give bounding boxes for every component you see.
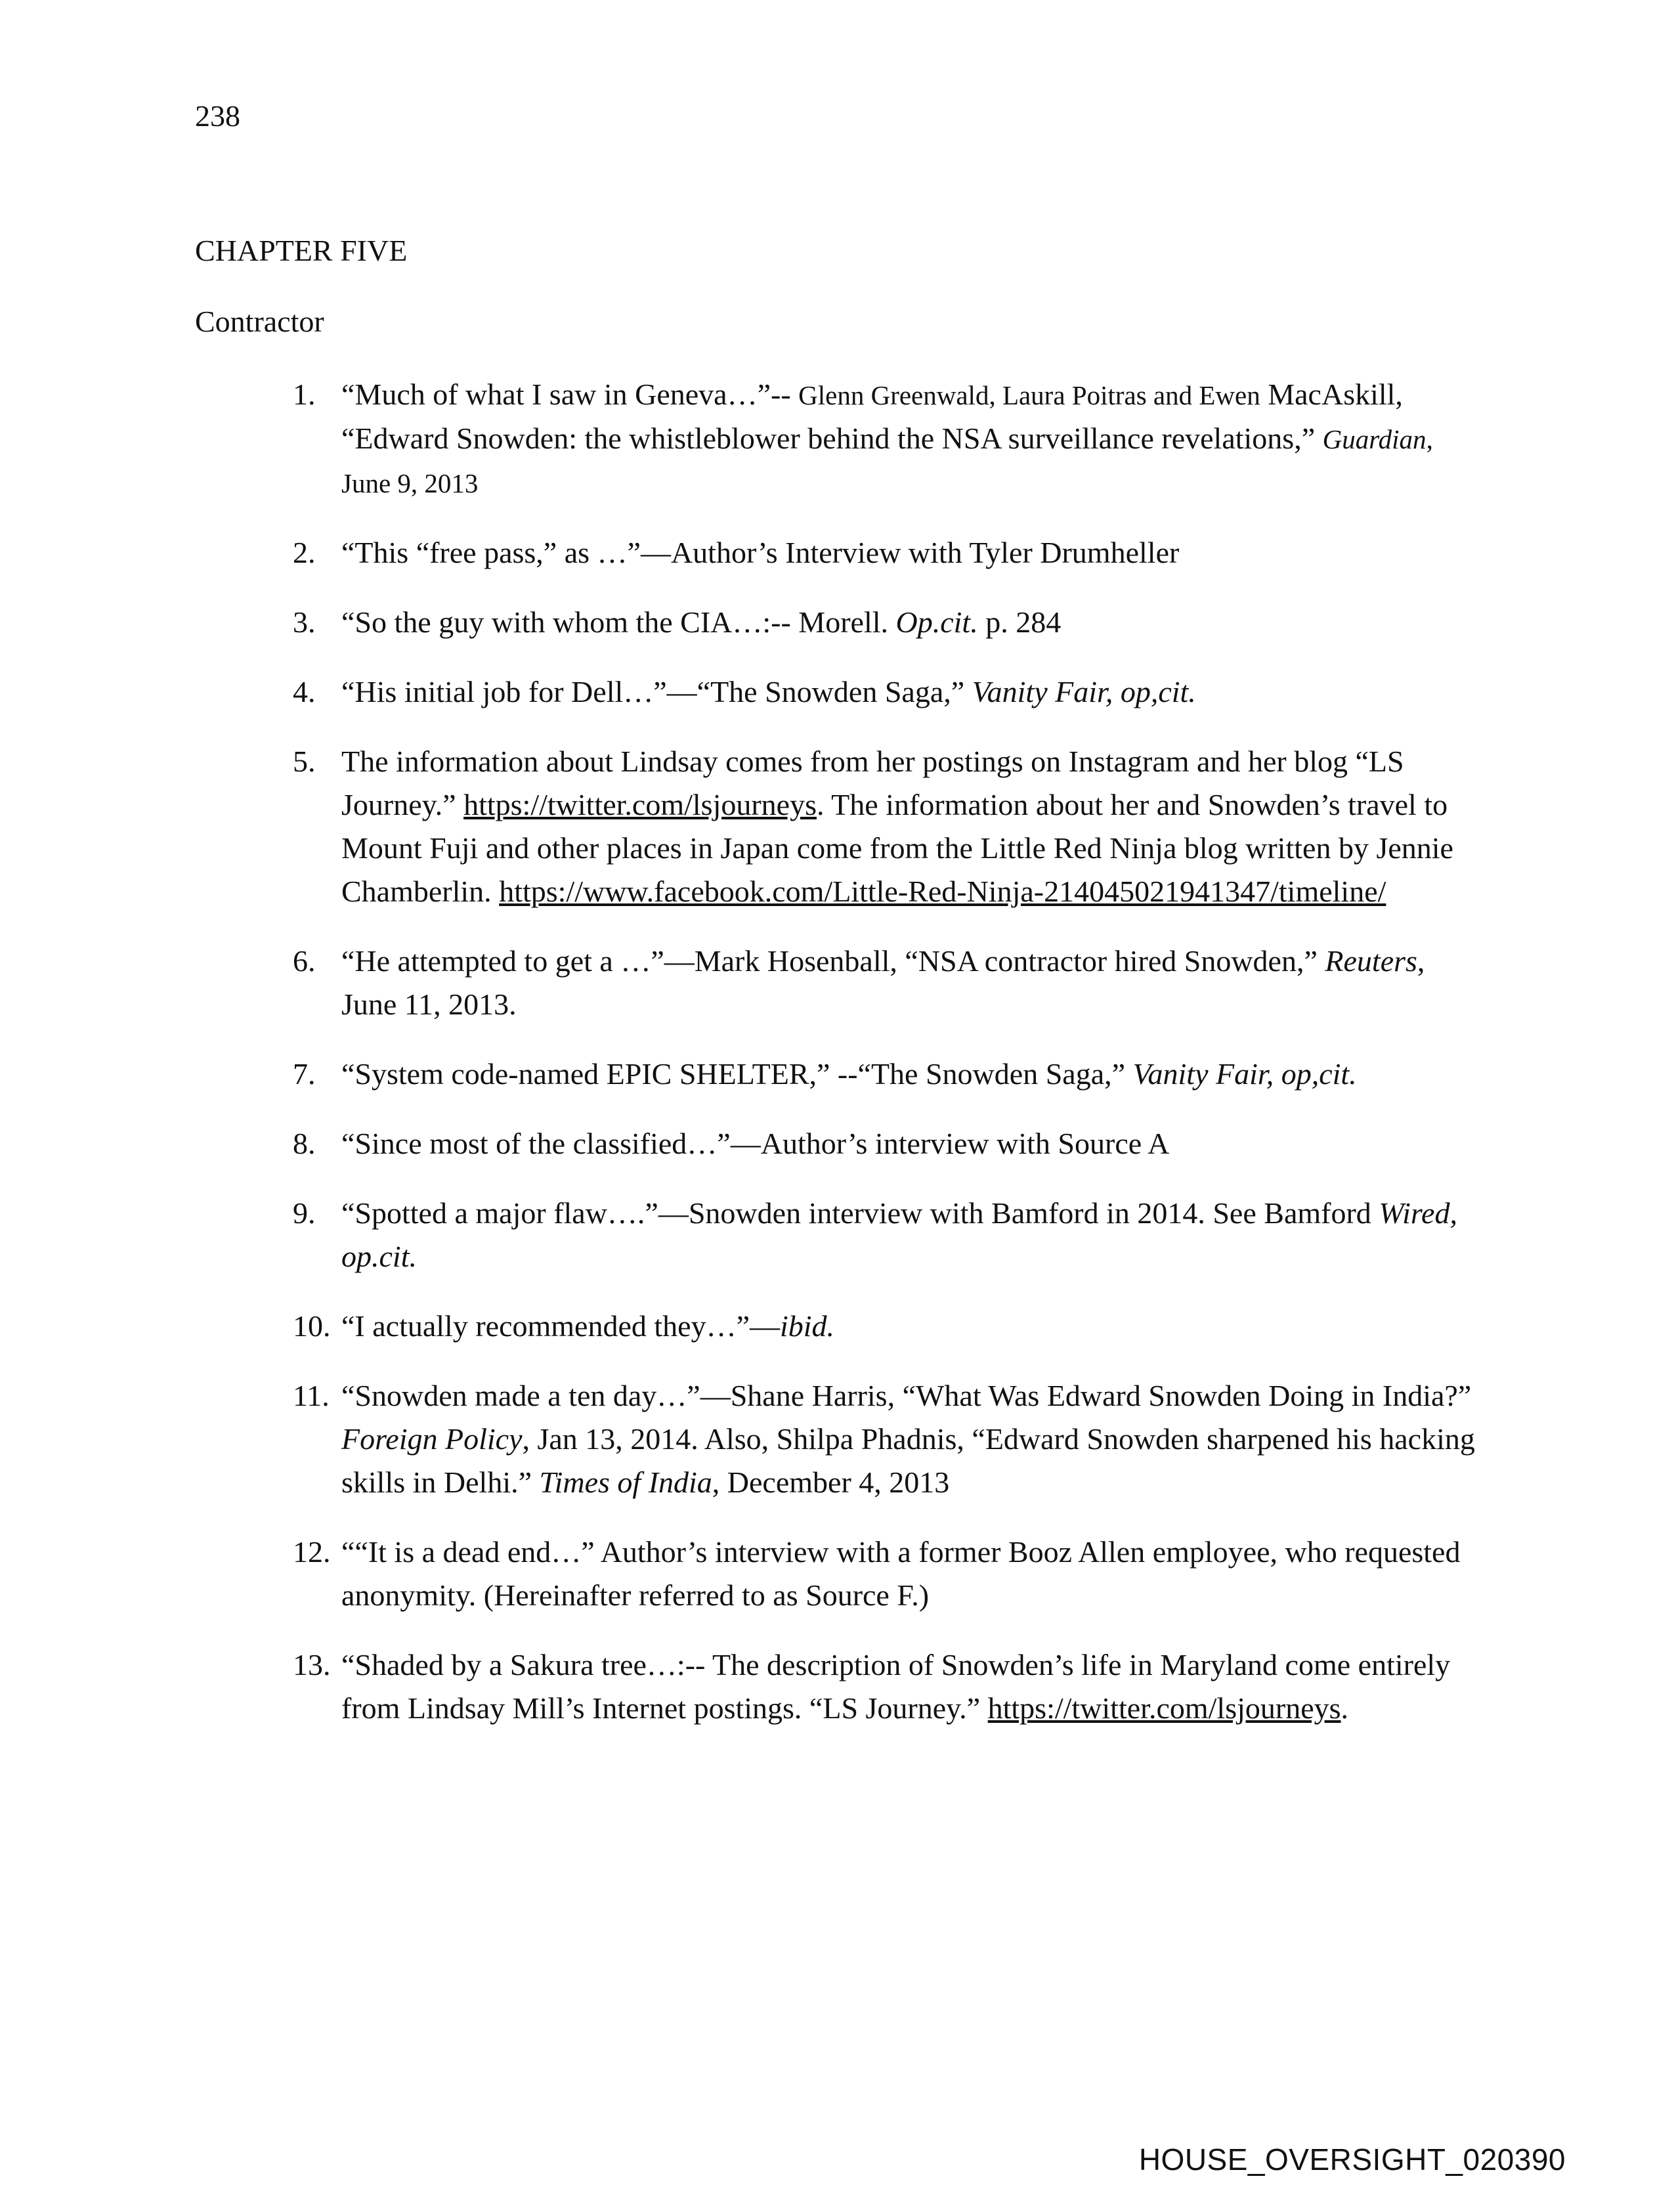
citation-link[interactable]: https://www.facebook.com/Little-Red-Ninja-214045021941347/timeline/: [499, 875, 1386, 908]
publication-title: Times of India: [539, 1465, 712, 1499]
endnote-item: [0, 940, 1477, 1026]
publication-title: Op.cit.: [895, 605, 978, 639]
publication-title: ibid.: [780, 1309, 835, 1343]
endnote-item: [0, 1643, 1477, 1730]
endnote-item: [0, 601, 1477, 644]
endnote-number: 7.: [293, 1057, 316, 1091]
endnote-number: 1.: [293, 378, 316, 411]
citation-link[interactable]: https://twitter.com/lsjourneys: [987, 1691, 1341, 1725]
endnote-number: 6.: [293, 944, 316, 978]
citation-link[interactable]: https://twitter.com/lsjourneys: [463, 788, 817, 821]
endnote-text: ““It is a dead end…” Author’s interview with a former Booz Allen employee, who requested anonymity. (Hereinafter referred to as Source F.): [341, 1535, 1461, 1612]
endnote-number: 9.: [293, 1196, 316, 1230]
page-number: 238: [195, 99, 240, 133]
endnote-text: p. 284: [977, 605, 1062, 639]
endnote-text: The information about Lindsay comes from her postings on Instagram and her blog “LS Journey.”: [341, 745, 1404, 821]
endnote-item: [0, 740, 1477, 913]
publication-title: Vanity Fair, op,cit.: [1132, 1057, 1357, 1091]
endnote-text: “This “free pass,” as …”—Author’s Interview with Tyler Drumheller: [341, 536, 1180, 569]
endnote-text: “His initial job for Dell…”—“The Snowden Saga,”: [341, 675, 972, 708]
chapter-title: CHAPTER FIVE: [195, 234, 408, 267]
publication-title: Guardian: [1322, 424, 1427, 454]
endnote-text: “Much of what I saw in Geneva…”--: [341, 378, 799, 411]
endnote-item: [0, 1305, 1477, 1348]
endnote-text: “Shaded by a Sakura tree…:-- The description of Snowden’s life in Maryland come entirely from Lindsay Mill’s Internet postings. “LS Journey.”: [341, 1648, 1451, 1725]
endnote-item: [0, 1122, 1477, 1165]
publication-title: Vanity Fair, op,cit.: [972, 675, 1196, 708]
endnote-text: MacAskill, “Edward Snowden: the whistleblower behind the NSA surveillance revelations,”: [341, 378, 1403, 455]
endnote-item: [0, 531, 1477, 575]
endnote-item: [0, 373, 1477, 505]
endnote-text: “System code-named EPIC SHELTER,” --“The Snowden Saga,”: [341, 1057, 1133, 1091]
endnote-number: 8.: [293, 1127, 316, 1160]
endnote-text: Glenn Greenwald, Laura Poitras and Ewen: [798, 380, 1260, 410]
endnote-number: 4.: [293, 675, 316, 708]
endnote-number: 11.: [293, 1379, 330, 1412]
bates-stamp: HOUSE_OVERSIGHT_020390: [1138, 2142, 1566, 2177]
section-title: Contractor: [195, 305, 324, 338]
endnote-text: “Spotted a major flaw….”—Snowden interview with Bamford in 2014. See Bamford: [341, 1196, 1379, 1230]
endnotes-list: [0, 373, 1477, 1756]
endnote-item: [0, 1052, 1477, 1096]
endnote-number: 3.: [293, 605, 316, 639]
endnote-text: “He attempted to get a …”—Mark Hosenball, “NSA contractor hired Snowden,”: [341, 944, 1325, 978]
endnote-text: , December 4, 2013: [712, 1465, 950, 1499]
endnote-text: “Since most of the classified…”—Author’s interview with Source A: [341, 1127, 1170, 1160]
endnote-text: , Jan 13, 2014. Also, Shilpa Phadnis, “Edward Snowden sharpened his hacking skills in Delhi.”: [341, 1422, 1475, 1499]
endnote-text: “So the guy with whom the CIA…:-- Morell.: [341, 605, 896, 639]
endnote-item: [0, 1192, 1477, 1278]
publication-title: Foreign Policy: [341, 1422, 523, 1456]
endnote-number: 13.: [293, 1648, 331, 1681]
endnote-text: . The information about her and Snowden’s travel to Mount Fuji and other places in Japan come from the Little Red Ninja blog written by Jennie Chamberlin.: [341, 788, 1453, 908]
endnote-number: 5.: [293, 745, 316, 778]
endnote-number: 12.: [293, 1535, 331, 1569]
endnote-item: [0, 1374, 1477, 1504]
endnote-number: 2.: [293, 536, 316, 569]
endnote-text: .: [1341, 1691, 1349, 1725]
endnote-text: , June 11, 2013.: [341, 944, 1425, 1021]
publication-title: Wired, op.cit.: [341, 1196, 1457, 1273]
endnote-item: [0, 1530, 1477, 1617]
endnote-text: , June 9, 2013: [341, 424, 1433, 498]
endnote-number: 10.: [293, 1309, 331, 1343]
publication-title: Reuters: [1325, 944, 1417, 978]
endnote-text: “I actually recommended they…”—: [341, 1309, 780, 1343]
endnote-text: “Snowden made a ten day…”—Shane Harris, “What Was Edward Snowden Doing in India?”: [341, 1379, 1472, 1412]
endnote-item: [0, 670, 1477, 714]
